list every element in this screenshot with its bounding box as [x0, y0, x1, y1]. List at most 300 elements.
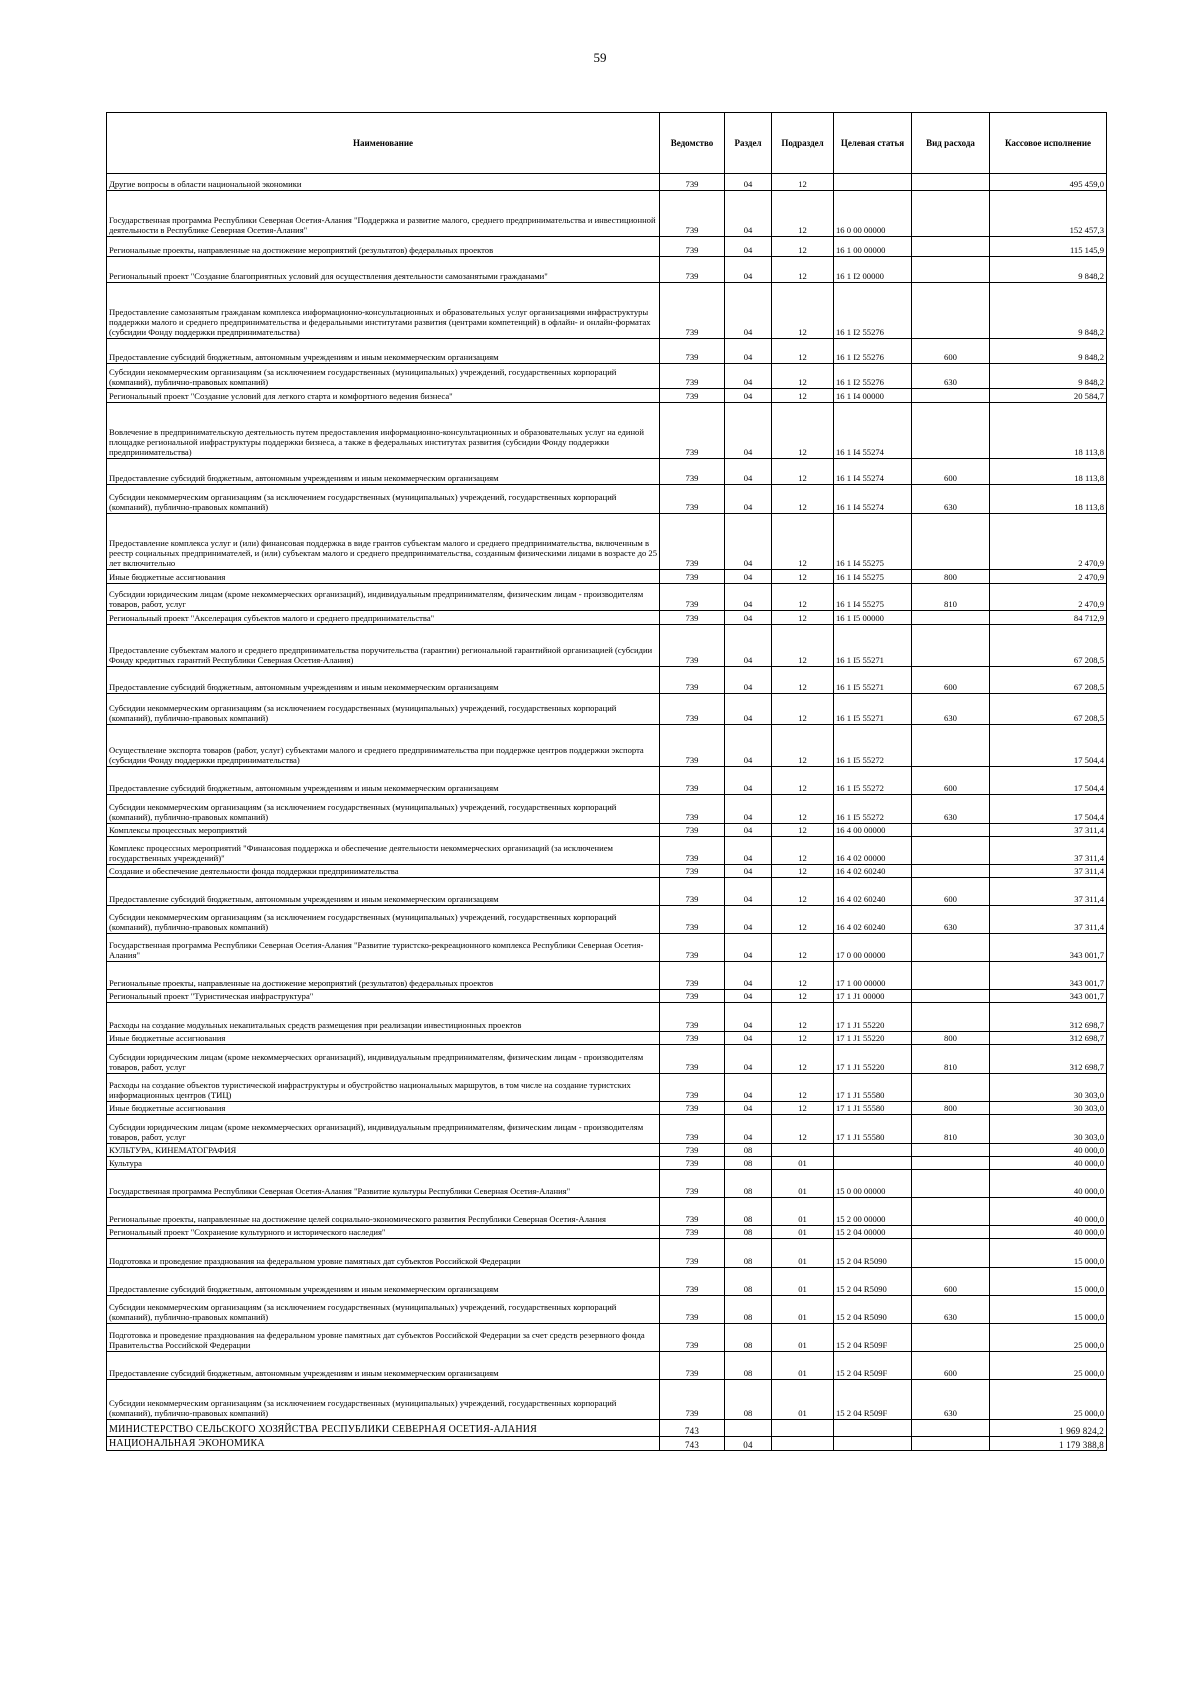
table-row — [107, 962, 1107, 990]
cell-target-article: 16 1 I2 55276 — [834, 364, 912, 389]
cell-department: 739 — [660, 1074, 725, 1102]
cell-expense-type — [912, 611, 990, 625]
cell-name: Государственная программа Республики Северная Осетия-Алания "Поддержка и развитие малого, среднего предпринимательства и инвестиционной деятельности в Республике Северная Осетия-Алания" — [107, 191, 660, 237]
cell-subsection: 12 — [772, 364, 834, 389]
cell-expense-type — [912, 990, 990, 1003]
cell-department: 739 — [660, 257, 725, 283]
cell-section: 08 — [725, 1198, 772, 1226]
table-row — [107, 878, 1107, 906]
table-row — [107, 584, 1107, 611]
cell-target-article: 17 1 J1 55220 — [834, 1032, 912, 1045]
cell-cash-execution: 1 179 388,8 — [990, 1437, 1107, 1451]
cell-name: НАЦИОНАЛЬНАЯ ЭКОНОМИКА — [107, 1437, 660, 1451]
cell-department: 739 — [660, 725, 725, 767]
cell-target-article: 15 2 04 00000 — [834, 1226, 912, 1239]
cell-cash-execution: 2 470,9 — [990, 514, 1107, 570]
cell-expense-type: 630 — [912, 795, 990, 824]
cell-section: 04 — [725, 191, 772, 237]
cell-section: 08 — [725, 1170, 772, 1198]
cell-expense-type: 630 — [912, 1380, 990, 1420]
cell-name: Региональный проект "Туристическая инфраструктура" — [107, 990, 660, 1003]
cell-expense-type: 600 — [912, 878, 990, 906]
cell-name: Предоставление субсидий бюджетным, автономным учреждениям и иным некоммерческим организациям — [107, 1268, 660, 1296]
cell-department: 739 — [660, 934, 725, 962]
cell-target-article: 16 1 I5 55272 — [834, 725, 912, 767]
cell-name: Субсидии некоммерческим организациям (за исключением государственных (муниципальных) учреждений, государственных корпораций (компаний), публично-правовых компаний) — [107, 485, 660, 514]
cell-section: 04 — [725, 795, 772, 824]
cell-target-article: 15 2 04 R509F — [834, 1380, 912, 1420]
table-row — [107, 625, 1107, 667]
cell-subsection — [772, 1420, 834, 1437]
cell-name: Создание и обеспечение деятельности фонда поддержки предпринимательства — [107, 865, 660, 878]
cell-expense-type — [912, 283, 990, 339]
cell-department: 739 — [660, 570, 725, 584]
table-row — [107, 1144, 1107, 1157]
cell-section: 04 — [725, 514, 772, 570]
cell-department: 739 — [660, 667, 725, 694]
cell-target-article: 16 1 I5 55272 — [834, 795, 912, 824]
cell-subsection: 12 — [772, 1045, 834, 1074]
cell-cash-execution: 152 457,3 — [990, 191, 1107, 237]
cell-target-article: 16 1 I4 55275 — [834, 584, 912, 611]
cell-cash-execution: 18 113,8 — [990, 485, 1107, 514]
cell-expense-type — [912, 389, 990, 403]
cell-cash-execution: 40 000,0 — [990, 1226, 1107, 1239]
cell-expense-type — [912, 725, 990, 767]
cell-section: 04 — [725, 403, 772, 459]
cell-department: 739 — [660, 1380, 725, 1420]
cell-name: Предоставление комплекса услуг и (или) финансовая поддержка в виде грантов субъектам малого и среднего предпринимательства, включенным в реестр социальных предпринимателей, и (или) субъектам малого и среднего предпринимательства, созданным физическими лицами в возрасте до 25 лет включительно — [107, 514, 660, 570]
cell-cash-execution: 9 848,2 — [990, 283, 1107, 339]
cell-target-article: 16 4 02 00000 — [834, 837, 912, 865]
cell-name: Комплекс процессных мероприятий "Финансовая поддержка и обеспечение деятельности некоммерческих организаций (за исключением государственных учреждений)" — [107, 837, 660, 865]
cell-name: Расходы на создание модульных некапитальных средств размещения при реализации инвестиционных проектов — [107, 1003, 660, 1032]
cell-expense-type — [912, 1437, 990, 1451]
cell-cash-execution: 17 504,4 — [990, 767, 1107, 795]
cell-name: Подготовка и проведение празднования на федеральном уровне памятных дат субъектов Российской Федерации — [107, 1239, 660, 1268]
cell-department: 739 — [660, 174, 725, 191]
cell-subsection: 01 — [772, 1198, 834, 1226]
cell-department: 739 — [660, 837, 725, 865]
cell-target-article: 17 0 00 00000 — [834, 934, 912, 962]
cell-target-article: 15 2 04 R5090 — [834, 1239, 912, 1268]
cell-section: 08 — [725, 1296, 772, 1324]
cell-department: 739 — [660, 283, 725, 339]
table-row — [107, 1268, 1107, 1296]
cell-expense-type — [912, 824, 990, 837]
cell-subsection: 12 — [772, 283, 834, 339]
cell-name: Субсидии юридическим лицам (кроме некоммерческих организаций), индивидуальным предпринимателям, физическим лицам - производителям товаров, работ, услуг — [107, 1115, 660, 1144]
table-header-row — [107, 113, 1107, 174]
header-cash-execution: Кассовое исполнение — [990, 113, 1107, 174]
cell-department: 739 — [660, 1144, 725, 1157]
cell-cash-execution: 37 311,4 — [990, 824, 1107, 837]
cell-subsection: 12 — [772, 570, 834, 584]
table-row — [107, 191, 1107, 237]
cell-cash-execution: 67 208,5 — [990, 667, 1107, 694]
cell-section: 04 — [725, 570, 772, 584]
cell-section: 04 — [725, 1045, 772, 1074]
cell-name: Субсидии некоммерческим организациям (за исключением государственных (муниципальных) учреждений, государственных корпораций (компаний), публично-правовых компаний) — [107, 694, 660, 725]
cell-subsection: 12 — [772, 767, 834, 795]
cell-target-article: 16 1 I5 55272 — [834, 767, 912, 795]
cell-subsection: 12 — [772, 403, 834, 459]
cell-section: 08 — [725, 1324, 772, 1352]
page-number: 59 — [593, 50, 607, 65]
cell-expense-type: 810 — [912, 1045, 990, 1074]
cell-subsection: 12 — [772, 1102, 834, 1115]
cell-expense-type: 600 — [912, 459, 990, 485]
cell-target-article: 15 0 00 00000 — [834, 1170, 912, 1198]
cell-subsection: 12 — [772, 237, 834, 257]
cell-section — [725, 1420, 772, 1437]
cell-section: 04 — [725, 824, 772, 837]
cell-subsection: 12 — [772, 1003, 834, 1032]
cell-target-article: 16 1 I2 55276 — [834, 339, 912, 364]
header-section: Раздел — [725, 113, 772, 174]
table-row — [107, 1198, 1107, 1226]
cell-section: 04 — [725, 339, 772, 364]
cell-section: 04 — [725, 625, 772, 667]
cell-cash-execution: 20 584,7 — [990, 389, 1107, 403]
cell-cash-execution: 9 848,2 — [990, 364, 1107, 389]
cell-section: 04 — [725, 837, 772, 865]
cell-name: Региональный проект "Создание благоприятных условий для осуществления деятельности самозанятыми гражданами" — [107, 257, 660, 283]
cell-target-article: 16 1 I5 55271 — [834, 667, 912, 694]
cell-expense-type — [912, 1074, 990, 1102]
cell-target-article — [834, 1437, 912, 1451]
cell-subsection: 12 — [772, 1115, 834, 1144]
cell-expense-type — [912, 257, 990, 283]
cell-name: Предоставление субсидий бюджетным, автономным учреждениям и иным некоммерческим организациям — [107, 767, 660, 795]
cell-cash-execution: 37 311,4 — [990, 837, 1107, 865]
cell-name: КУЛЬТУРА, КИНЕМАТОГРАФИЯ — [107, 1144, 660, 1157]
cell-expense-type — [912, 1144, 990, 1157]
table-row — [107, 237, 1107, 257]
table-row — [107, 1380, 1107, 1420]
cell-target-article: 15 2 04 R5090 — [834, 1268, 912, 1296]
cell-name: Региональный проект "Сохранение культурного и исторического наследия" — [107, 1226, 660, 1239]
cell-subsection: 01 — [772, 1296, 834, 1324]
cell-target-article: 16 1 00 00000 — [834, 237, 912, 257]
cell-cash-execution: 15 000,0 — [990, 1268, 1107, 1296]
cell-cash-execution: 343 001,7 — [990, 990, 1107, 1003]
cell-expense-type — [912, 514, 990, 570]
cell-expense-type — [912, 1420, 990, 1437]
cell-expense-type — [912, 237, 990, 257]
cell-expense-type — [912, 1170, 990, 1198]
cell-section: 04 — [725, 1074, 772, 1102]
cell-subsection: 12 — [772, 611, 834, 625]
cell-cash-execution: 30 303,0 — [990, 1102, 1107, 1115]
cell-department: 739 — [660, 878, 725, 906]
table-row — [107, 1045, 1107, 1074]
cell-name: Субсидии юридическим лицам (кроме некоммерческих организаций), индивидуальным предпринимателям, физическим лицам - производителям товаров, работ, услуг — [107, 584, 660, 611]
cell-department: 739 — [660, 1115, 725, 1144]
cell-section: 04 — [725, 1032, 772, 1045]
cell-target-article: 16 1 I4 55274 — [834, 459, 912, 485]
cell-name: Региональный проект "Создание условий для легкого старта и комфортного ведения бизнеса" — [107, 389, 660, 403]
cell-department: 739 — [660, 1268, 725, 1296]
cell-target-article: 15 2 04 R509F — [834, 1352, 912, 1380]
cell-cash-execution: 312 698,7 — [990, 1045, 1107, 1074]
cell-department: 739 — [660, 584, 725, 611]
cell-department: 739 — [660, 824, 725, 837]
cell-department: 739 — [660, 1226, 725, 1239]
cell-name: Субсидии юридическим лицам (кроме некоммерческих организаций), индивидуальным предпринимателям, физическим лицам - производителям товаров, работ, услуг — [107, 1045, 660, 1074]
cell-name: Субсидии некоммерческим организациям (за исключением государственных (муниципальных) учреждений, государственных корпораций (компаний), публично-правовых компаний) — [107, 795, 660, 824]
table-row — [107, 725, 1107, 767]
cell-expense-type: 630 — [912, 906, 990, 934]
cell-name: Культура — [107, 1157, 660, 1170]
cell-cash-execution: 312 698,7 — [990, 1032, 1107, 1045]
cell-name: Подготовка и проведение празднования на федеральном уровне памятных дат субъектов Российской Федерации за счет средств резервного фонда Правительства Российской Федерации — [107, 1324, 660, 1352]
cell-expense-type: 600 — [912, 667, 990, 694]
table-row — [107, 1239, 1107, 1268]
table-row — [107, 865, 1107, 878]
table-row — [107, 990, 1107, 1003]
cell-section: 04 — [725, 174, 772, 191]
cell-expense-type: 630 — [912, 694, 990, 725]
cell-target-article: 16 4 02 60240 — [834, 878, 912, 906]
header-name: Наименование — [107, 113, 660, 174]
cell-expense-type: 800 — [912, 1102, 990, 1115]
cell-cash-execution: 312 698,7 — [990, 1003, 1107, 1032]
cell-section: 08 — [725, 1239, 772, 1268]
cell-subsection: 12 — [772, 1074, 834, 1102]
cell-name: Осуществление экспорта товаров (работ, услуг) субъектами малого и среднего предпринимательства при поддержке центров поддержки экспорта (субсидии Фонду поддержки предпринимательства) — [107, 725, 660, 767]
cell-expense-type: 630 — [912, 1296, 990, 1324]
cell-cash-execution: 67 208,5 — [990, 694, 1107, 725]
table-body — [107, 174, 1107, 1451]
cell-department: 739 — [660, 364, 725, 389]
cell-subsection: 12 — [772, 795, 834, 824]
header-expense-type: Вид расхода — [912, 113, 990, 174]
cell-cash-execution: 40 000,0 — [990, 1170, 1107, 1198]
cell-expense-type: 810 — [912, 1115, 990, 1144]
cell-cash-execution: 115 145,9 — [990, 237, 1107, 257]
cell-target-article: 17 1 J1 55580 — [834, 1115, 912, 1144]
cell-subsection: 12 — [772, 1032, 834, 1045]
header-target-article: Целевая статья — [834, 113, 912, 174]
cell-subsection: 12 — [772, 174, 834, 191]
cell-department: 739 — [660, 1170, 725, 1198]
cell-cash-execution: 17 504,4 — [990, 725, 1107, 767]
cell-cash-execution: 30 303,0 — [990, 1074, 1107, 1102]
cell-name: Субсидии некоммерческим организациям (за исключением государственных (муниципальных) учреждений, государственных корпораций (компаний), публично-правовых компаний) — [107, 1296, 660, 1324]
cell-subsection — [772, 1144, 834, 1157]
cell-section: 08 — [725, 1352, 772, 1380]
cell-cash-execution: 343 001,7 — [990, 934, 1107, 962]
budget-execution-table — [106, 112, 1107, 1451]
cell-name: Иные бюджетные ассигнования — [107, 1032, 660, 1045]
cell-section: 04 — [725, 1003, 772, 1032]
cell-section: 04 — [725, 767, 772, 795]
cell-cash-execution: 67 208,5 — [990, 625, 1107, 667]
cell-subsection: 12 — [772, 485, 834, 514]
cell-target-article: 16 1 I5 55271 — [834, 625, 912, 667]
cell-section: 04 — [725, 283, 772, 339]
cell-department: 739 — [660, 795, 725, 824]
cell-cash-execution: 2 470,9 — [990, 584, 1107, 611]
cell-department: 739 — [660, 403, 725, 459]
cell-department: 739 — [660, 1102, 725, 1115]
table-row — [107, 1437, 1107, 1451]
cell-department: 743 — [660, 1437, 725, 1451]
cell-target-article — [834, 1144, 912, 1157]
cell-cash-execution: 37 311,4 — [990, 878, 1107, 906]
table-row — [107, 1420, 1107, 1437]
cell-department: 739 — [660, 514, 725, 570]
cell-name: Региональный проект "Акселерация субъектов малого и среднего предпринимательства" — [107, 611, 660, 625]
cell-target-article: 17 1 J1 55580 — [834, 1074, 912, 1102]
cell-section: 04 — [725, 878, 772, 906]
table-row — [107, 570, 1107, 584]
cell-subsection: 12 — [772, 725, 834, 767]
cell-expense-type: 600 — [912, 339, 990, 364]
cell-subsection: 12 — [772, 339, 834, 364]
cell-section: 04 — [725, 459, 772, 485]
cell-target-article: 17 1 J1 55220 — [834, 1003, 912, 1032]
cell-department: 739 — [660, 1003, 725, 1032]
cell-target-article: 17 1 00 00000 — [834, 962, 912, 990]
cell-section: 04 — [725, 667, 772, 694]
cell-subsection — [772, 1437, 834, 1451]
cell-section: 08 — [725, 1268, 772, 1296]
cell-department: 739 — [660, 1296, 725, 1324]
cell-expense-type: 800 — [912, 570, 990, 584]
cell-expense-type — [912, 403, 990, 459]
cell-name: Вовлечение в предпринимательскую деятельность путем предоставления информационно-консультационных и образовательных услуг на единой площадке региональной инфраструктуры поддержки бизнеса, а также в федеральных институтах развития (субсидии Фонду поддержки предпринимательства) — [107, 403, 660, 459]
cell-expense-type — [912, 1239, 990, 1268]
cell-cash-execution: 40 000,0 — [990, 1144, 1107, 1157]
cell-expense-type: 600 — [912, 1352, 990, 1380]
cell-section: 04 — [725, 611, 772, 625]
cell-cash-execution: 25 000,0 — [990, 1380, 1107, 1420]
table-row — [107, 1226, 1107, 1239]
cell-expense-type — [912, 625, 990, 667]
cell-expense-type — [912, 1157, 990, 1170]
header-subsection: Подраздел — [772, 113, 834, 174]
cell-subsection: 12 — [772, 694, 834, 725]
cell-subsection: 12 — [772, 667, 834, 694]
cell-target-article: 16 1 I5 55271 — [834, 694, 912, 725]
cell-expense-type — [912, 191, 990, 237]
table-row — [107, 795, 1107, 824]
cell-cash-execution: 84 712,9 — [990, 611, 1107, 625]
cell-department: 739 — [660, 459, 725, 485]
table-row — [107, 1296, 1107, 1324]
cell-expense-type — [912, 934, 990, 962]
table-row — [107, 1170, 1107, 1198]
cell-target-article: 17 1 J1 55580 — [834, 1102, 912, 1115]
cell-cash-execution: 343 001,7 — [990, 962, 1107, 990]
table-row — [107, 1032, 1107, 1045]
cell-department: 739 — [660, 1045, 725, 1074]
cell-expense-type: 630 — [912, 485, 990, 514]
cell-name: Предоставление субсидий бюджетным, автономным учреждениям и иным некоммерческим организациям — [107, 667, 660, 694]
cell-section: 04 — [725, 694, 772, 725]
cell-expense-type — [912, 837, 990, 865]
cell-cash-execution: 25 000,0 — [990, 1324, 1107, 1352]
cell-name: Предоставление субъектам малого и среднего предпринимательства поручительства (гарантии) региональной гарантийной организацией (субсидии Фонду кредитных гарантий Республики Северная Осетия-Алания) — [107, 625, 660, 667]
cell-name: МИНИСТЕРСТВО СЕЛЬСКОГО ХОЗЯЙСТВА РЕСПУБЛИКИ СЕВЕРНАЯ ОСЕТИЯ-АЛАНИЯ — [107, 1420, 660, 1437]
cell-department: 739 — [660, 694, 725, 725]
cell-subsection: 12 — [772, 459, 834, 485]
cell-department: 739 — [660, 485, 725, 514]
cell-subsection: 12 — [772, 191, 834, 237]
cell-name: Субсидии некоммерческим организациям (за исключением государственных (муниципальных) учреждений, государственных корпораций (компаний), публично-правовых компаний) — [107, 1380, 660, 1420]
cell-department: 739 — [660, 1198, 725, 1226]
cell-target-article: 16 1 I2 00000 — [834, 257, 912, 283]
cell-name: Предоставление субсидий бюджетным, автономным учреждениям и иным некоммерческим организациям — [107, 459, 660, 485]
cell-expense-type: 800 — [912, 1032, 990, 1045]
cell-section: 04 — [725, 237, 772, 257]
cell-expense-type — [912, 1198, 990, 1226]
cell-section: 08 — [725, 1380, 772, 1420]
cell-cash-execution: 15 000,0 — [990, 1239, 1107, 1268]
cell-subsection: 12 — [772, 257, 834, 283]
cell-section: 04 — [725, 725, 772, 767]
table-row — [107, 1003, 1107, 1032]
cell-department: 739 — [660, 1032, 725, 1045]
cell-subsection: 01 — [772, 1239, 834, 1268]
cell-expense-type: 600 — [912, 767, 990, 795]
cell-department: 739 — [660, 611, 725, 625]
table-row — [107, 694, 1107, 725]
cell-cash-execution: 37 311,4 — [990, 906, 1107, 934]
cell-name: Предоставление субсидий бюджетным, автономным учреждениям и иным некоммерческим организациям — [107, 1352, 660, 1380]
cell-section: 08 — [725, 1226, 772, 1239]
cell-expense-type: 600 — [912, 1268, 990, 1296]
table-row — [107, 1324, 1107, 1352]
cell-department: 739 — [660, 906, 725, 934]
cell-name: Региональные проекты, направленные на достижение мероприятий (результатов) федеральных проектов — [107, 962, 660, 990]
cell-subsection: 12 — [772, 934, 834, 962]
table-row — [107, 1074, 1107, 1102]
cell-cash-execution: 40 000,0 — [990, 1157, 1107, 1170]
cell-department: 743 — [660, 1420, 725, 1437]
cell-target-article: 15 2 04 R509F — [834, 1324, 912, 1352]
cell-name: Предоставление субсидий бюджетным, автономным учреждениям и иным некоммерческим организациям — [107, 339, 660, 364]
table-row — [107, 389, 1107, 403]
table-row — [107, 339, 1107, 364]
cell-subsection: 01 — [772, 1157, 834, 1170]
cell-department: 739 — [660, 389, 725, 403]
table-row — [107, 403, 1107, 459]
cell-name: Расходы на создание объектов туристической инфраструктуры и обустройство национальных маршрутов, в том числе на создание туристских информационных центров (ТИЦ) — [107, 1074, 660, 1102]
cell-target-article: 16 1 I4 55274 — [834, 485, 912, 514]
cell-subsection: 01 — [772, 1324, 834, 1352]
table-row — [107, 1115, 1107, 1144]
cell-cash-execution: 15 000,0 — [990, 1296, 1107, 1324]
cell-subsection: 12 — [772, 514, 834, 570]
cell-subsection: 12 — [772, 389, 834, 403]
cell-subsection: 01 — [772, 1380, 834, 1420]
cell-subsection: 12 — [772, 824, 834, 837]
cell-subsection: 01 — [772, 1352, 834, 1380]
table-row — [107, 485, 1107, 514]
table-row — [107, 767, 1107, 795]
cell-section: 04 — [725, 1115, 772, 1144]
table-row — [107, 824, 1107, 837]
cell-department: 739 — [660, 1239, 725, 1268]
table-row — [107, 934, 1107, 962]
cell-cash-execution: 9 848,2 — [990, 257, 1107, 283]
table-row — [107, 459, 1107, 485]
cell-section: 04 — [725, 1102, 772, 1115]
table-row — [107, 174, 1107, 191]
